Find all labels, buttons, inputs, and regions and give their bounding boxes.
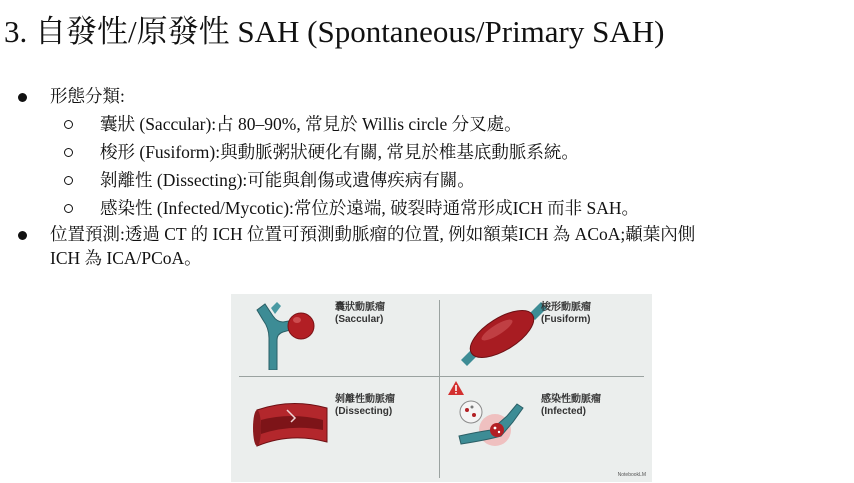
sub-item-fusiform — [50, 140, 854, 164]
aneurysm-types-figure — [231, 294, 652, 482]
sub-item-text: 感染性 (Infected/Mycotic):常位於遠端, 破裂時通常形成ICH 而非 SAH。 — [100, 198, 640, 218]
circle-bullet-icon — [64, 176, 73, 185]
figure-divider-vertical — [439, 300, 440, 478]
panel-label-saccular: 囊狀動脈瘤 (Saccular) — [335, 302, 385, 325]
circle-bullet-icon — [64, 148, 73, 157]
bullet-morphology-label: 形態分類: — [50, 86, 125, 106]
fusiform-aneurysm-icon — [457, 300, 547, 366]
panel-label-dissecting: 剝離性動脈瘤 (Dissecting) — [335, 394, 395, 417]
bullet-location-line1: 位置預測:透過 CT 的 ICH 位置可預測動脈瘤的位置, 例如額葉ICH 為 ACoA;顳葉內側 — [50, 224, 696, 244]
panel-label-fusiform: 梭形動脈瘤 (Fusiform) — [541, 302, 591, 325]
watermark: NotebookLM — [617, 472, 646, 478]
circle-bullet-icon — [64, 120, 73, 129]
panel-label-infected: 感染性動脈瘤 (Infected) — [541, 394, 601, 417]
saccular-aneurysm-icon — [255, 298, 323, 370]
sub-item-saccular — [50, 112, 854, 136]
sub-item-dissecting — [50, 168, 854, 192]
bullet-location — [0, 222, 854, 270]
page-title: 3. 自發性/原發性 SAH (Spontaneous/Primary SAH) — [4, 14, 665, 49]
sub-item-text: 囊狀 (Saccular):占 80–90%, 常見於 Willis circle 分叉處。 — [100, 114, 522, 134]
bullet-list — [0, 84, 854, 274]
morphology-sublist — [50, 112, 854, 220]
bullet-morphology — [0, 84, 854, 220]
sub-item-infected — [50, 196, 854, 220]
dissecting-aneurysm-icon — [251, 398, 331, 454]
circle-bullet-icon — [64, 204, 73, 213]
bullet-dot-icon — [18, 93, 27, 102]
infected-aneurysm-icon — [457, 394, 533, 454]
figure-divider-horizontal — [239, 376, 644, 377]
sub-item-text: 梭形 (Fusiform):與動脈粥狀硬化有關, 常見於椎基底動脈系統。 — [100, 142, 579, 162]
sub-item-text: 剝離性 (Dissecting):可能與創傷或遺傳疾病有關。 — [100, 170, 475, 190]
bullet-dot-icon — [18, 231, 27, 240]
bullet-location-line2: ICH 為 ICA/PCoA。 — [50, 248, 202, 268]
